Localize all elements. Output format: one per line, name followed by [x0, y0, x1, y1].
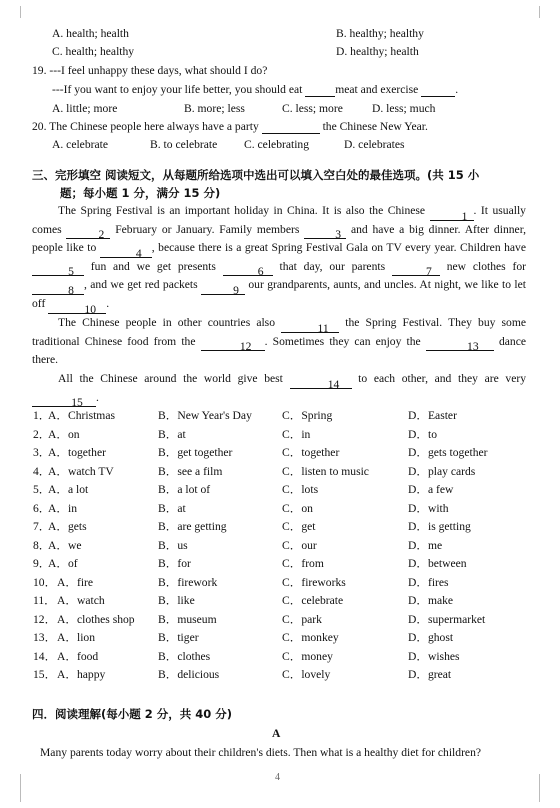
cloze-option-b: B．at	[158, 427, 186, 441]
q18-option-b: B. healthy; healthy	[336, 27, 424, 40]
cloze-option-d: D．great	[408, 668, 452, 681]
q20-blank	[262, 121, 320, 134]
cloze-option-b: B．clothes	[158, 649, 211, 663]
cloze-option-a: A．together	[48, 446, 106, 459]
cloze-option-c: C．lovely	[282, 668, 331, 681]
cloze-option-a: A．gets	[48, 520, 87, 533]
q18-option-a: A. health; health	[52, 27, 129, 40]
cloze-blank-6: 6	[223, 263, 273, 276]
cloze-option-d: D．to	[408, 427, 437, 441]
cloze-option-d: D．fires	[408, 575, 449, 589]
cloze-option-d: D．supermarket	[408, 612, 486, 626]
cloze-option-number: 14．	[33, 649, 57, 663]
cloze-option-c: C．get	[282, 520, 316, 533]
cloze-option-number: 13．	[33, 631, 57, 644]
cloze-option-a: A．watch	[57, 594, 105, 607]
section4-title: 四．阅读理解(每小题 2 分，共 40 分)	[32, 707, 233, 721]
cloze-option-b: B．New Year's Day	[158, 409, 252, 422]
cloze-option-b: B．get together	[158, 446, 233, 459]
cloze-option-b: B．see a film	[158, 464, 223, 478]
cloze-option-d: D．between	[408, 557, 467, 570]
cloze-option-a: A．of	[48, 557, 78, 570]
cloze-option-c: C．money	[282, 649, 333, 663]
cloze-blank-10: 10	[48, 301, 106, 314]
cloze-option-number: 12．	[33, 612, 57, 626]
passage-paragraph-2: The Chinese people in other countries also 11 the Spring Festival. They buy some traditional Chinese food from the 12 . Sometimes they can enjoy the 13 dance there.	[32, 316, 526, 367]
crop-mark-bottom-left	[8, 774, 21, 802]
cloze-option-b: B．like	[158, 594, 195, 607]
cloze-option-number: 5．	[33, 483, 51, 496]
section3-title-line2: 题；每小题 1 分，满分 15 分)	[60, 186, 221, 200]
cloze-option-d: D．Easter	[408, 409, 457, 422]
cloze-option-d: D．make	[408, 594, 454, 607]
q19-reply: ---If you want to enjoy your life better, you should eat meat and exercise .	[52, 83, 459, 96]
q19-blank-2	[421, 84, 455, 97]
q19-blank-1	[305, 84, 335, 97]
cloze-option-number: 2．	[33, 427, 51, 441]
cloze-option-a: A．on	[48, 427, 80, 441]
cloze-option-number: 10．	[33, 575, 57, 589]
cloze-option-b: B．for	[158, 557, 191, 570]
cloze-blank-1: 1	[430, 208, 474, 221]
cloze-option-c: C．fireworks	[282, 575, 346, 589]
page-number: 4	[275, 772, 280, 783]
cloze-option-c: C．in	[282, 427, 311, 441]
q20-option-c: C. celebrating	[244, 138, 310, 151]
q18-option-d: D. healthy; health	[336, 45, 419, 58]
passage-a-intro: Many parents today worry about their children's diets. Then what is a healthy diet for children?	[40, 746, 482, 759]
cloze-blank-14: 14	[290, 376, 352, 389]
cloze-option-number: 15．	[33, 668, 57, 681]
cloze-option-b: B．museum	[158, 612, 217, 626]
cloze-option-c: C．our	[282, 538, 317, 552]
passage-a-label: A	[272, 727, 281, 740]
cloze-option-b: B．a lot of	[158, 483, 211, 496]
cloze-blank-3: 3	[304, 226, 346, 239]
cloze-option-a: A．we	[48, 538, 82, 552]
cloze-blank-13: 13	[426, 338, 494, 351]
cloze-blank-11: 11	[281, 320, 339, 333]
passage-paragraph-1: The Spring Festival is an important holiday in China. It is also the Chinese 1 . It usually comes 2 February or January. Family members 3 and have a big dinner. After dinner, people like to 4 , because there is a great Spring Festival Gala on TV every year. Children have 5 fun and we get presents 6 that day, our parents 7 new clothes for 8 , and we get red packets 9 our grandparents, aunts, and uncles. At night, we like to let off 10 .	[32, 204, 527, 316]
cloze-option-d: D．gets together	[408, 446, 488, 459]
cloze-option-d: D．ghost	[408, 631, 454, 644]
q19-question: 19. ---I feel unhappy these days, what should I do?	[32, 64, 268, 77]
cloze-option-a: A．Christmas	[48, 409, 115, 422]
cloze-blank-12: 12	[201, 338, 265, 351]
cloze-option-b: B．firework	[158, 575, 218, 589]
cloze-option-d: D．is getting	[408, 520, 471, 533]
cloze-option-c: C．on	[282, 501, 313, 515]
cloze-option-a: A．lion	[57, 631, 96, 644]
q19-option-c: C. less; more	[282, 102, 343, 115]
cloze-blank-9: 9	[201, 282, 245, 295]
cloze-option-b: B．are getting	[158, 520, 227, 533]
section3-title-line1: 三、完形填空 阅读短文，从每题所给选项中选出可以填入空白处的最佳选项。(共 15 小	[32, 168, 480, 182]
cloze-option-b: B．tiger	[158, 631, 199, 644]
q18-option-c: C. health; healthy	[52, 45, 135, 58]
crop-mark-top-left	[8, 6, 21, 18]
cloze-option-a: A．happy	[57, 668, 106, 681]
cloze-blank-2: 2	[66, 226, 110, 239]
cloze-option-number: 1．	[33, 409, 51, 422]
q20-option-d: D. celebrates	[344, 138, 405, 151]
cloze-option-b: B．delicious	[158, 668, 220, 681]
cloze-option-d: D．a few	[408, 483, 454, 496]
cloze-option-c: C．celebrate	[282, 594, 344, 607]
cloze-option-b: B．us	[158, 538, 188, 552]
cloze-blank-7: 7	[392, 263, 440, 276]
cloze-option-a: A．in	[48, 501, 77, 515]
cloze-option-a: A．a lot	[48, 483, 89, 496]
cloze-blank-15: 15	[32, 394, 96, 407]
cloze-option-c: C．listen to music	[282, 464, 369, 478]
cloze-option-c: C．monkey	[282, 631, 339, 644]
cloze-option-c: C．park	[282, 612, 322, 626]
cloze-option-number: 7．	[33, 520, 51, 533]
q20-question: 20. The Chinese people here always have a party the Chinese New Year.	[32, 120, 428, 133]
cloze-option-number: 4．	[33, 464, 51, 478]
cloze-option-a: A．fire	[57, 575, 94, 589]
passage-paragraph-3: All the Chinese around the world give best 14 to each other, and they are very 15 .	[32, 370, 526, 407]
cloze-option-number: 11．	[33, 594, 56, 607]
cloze-option-a: A．food	[57, 649, 99, 663]
q20-option-b: B. to celebrate	[150, 138, 218, 151]
cloze-option-c: C．from	[282, 557, 324, 570]
cloze-option-c: C．lots	[282, 483, 319, 496]
cloze-option-c: C．together	[282, 446, 340, 459]
cloze-option-b: B．at	[158, 501, 186, 515]
cloze-option-d: D．with	[408, 501, 449, 515]
cloze-option-number: 9．	[33, 557, 51, 570]
cloze-blank-5: 5	[32, 263, 84, 276]
cloze-option-c: C．Spring	[282, 409, 333, 422]
q19-option-a: A. little; more	[52, 102, 118, 115]
cloze-option-a: A．clothes shop	[57, 612, 135, 626]
cloze-option-number: 3．	[33, 446, 51, 459]
cloze-blank-8: 8	[32, 282, 84, 295]
crop-mark-bottom-right	[539, 774, 552, 802]
q19-option-d: D. less; much	[372, 102, 436, 115]
crop-mark-top-right	[539, 6, 552, 18]
cloze-option-number: 6．	[33, 501, 51, 515]
cloze-option-a: A．watch TV	[48, 464, 114, 478]
q20-option-a: A. celebrate	[52, 138, 108, 151]
cloze-option-number: 8．	[33, 538, 51, 552]
cloze-option-d: D．wishes	[408, 649, 460, 663]
cloze-option-d: D．me	[408, 538, 443, 552]
cloze-option-d: D．play cards	[408, 464, 476, 478]
q19-option-b: B. more; less	[184, 102, 245, 115]
cloze-blank-4: 4	[100, 245, 152, 258]
